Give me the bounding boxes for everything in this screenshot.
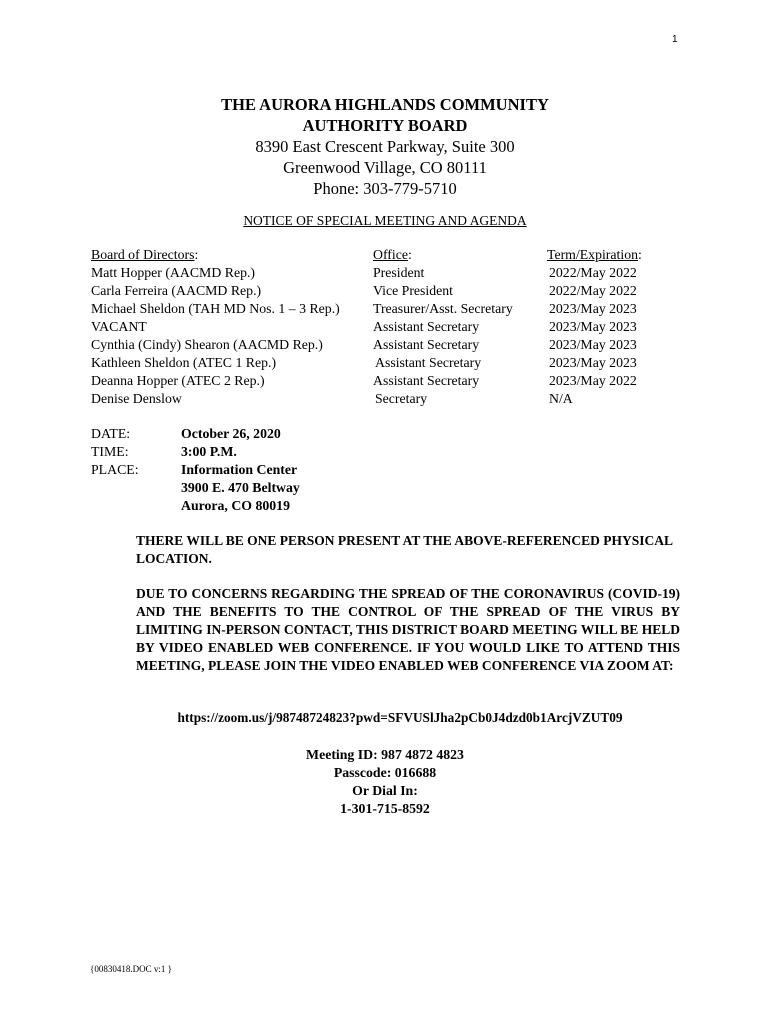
dial-in-phone: 1-301-715-8592: [340, 801, 430, 816]
meeting-id: Meeting ID: 987 4872 4823: [306, 747, 464, 762]
director-name: Michael Sheldon (TAH MD Nos. 1 – 3 Rep.): [91, 301, 340, 316]
director-office: Treasurer/Asst. Secretary: [373, 301, 513, 316]
date-label: DATE:: [91, 426, 131, 441]
director-office: Assistant Secretary: [373, 337, 480, 352]
page-number: 1: [672, 34, 678, 45]
director-office: Assistant Secretary: [373, 319, 480, 334]
director-name: Kathleen Sheldon (ATEC 1 Rep.): [91, 355, 277, 370]
board-header-office: Office:: [373, 247, 412, 262]
dial-in-info: [0, 746, 770, 818]
meeting-place-line3: Aurora, CO 80019: [181, 498, 290, 513]
director-term: 2022/May 2022: [549, 265, 637, 280]
board-row: [91, 372, 671, 390]
board-row: [91, 300, 671, 318]
address-line1: 8390 East Crescent Parkway, Suite 300: [255, 137, 515, 156]
director-term: 2023/May 2022: [549, 373, 637, 388]
notice-title: NOTICE OF SPECIAL MEETING AND AGENDA: [243, 213, 527, 228]
board-of-directors-table: [91, 246, 671, 408]
director-office: Vice President: [373, 283, 454, 298]
director-term: 2023/May 2023: [549, 319, 637, 334]
presence-notice: THERE WILL BE ONE PERSON PRESENT AT THE ABOVE-REFERENCED PHYSICAL LOCATION.: [136, 533, 673, 566]
director-term: N/A: [549, 391, 573, 406]
board-row: [91, 318, 671, 336]
director-term: 2023/May 2023: [549, 337, 637, 352]
director-name: VACANT: [91, 319, 147, 334]
board-row: [91, 282, 671, 300]
passcode: Passcode: 016688: [333, 765, 437, 780]
director-name: Carla Ferreira (AACMD Rep.): [91, 283, 262, 298]
director-name: Denise Denslow: [91, 391, 182, 406]
director-name: Deanna Hopper (ATEC 2 Rep.): [91, 373, 265, 388]
meeting-date: October 26, 2020: [181, 426, 281, 441]
board-row: [91, 336, 671, 354]
org-name-line2: AUTHORITY BOARD: [302, 116, 468, 135]
board-row: [91, 264, 671, 282]
director-name: Matt Hopper (AACMD Rep.): [91, 265, 256, 280]
meeting-place-line2: 3900 E. 470 Beltway: [181, 480, 300, 495]
meeting-place-line1: Information Center: [181, 462, 298, 477]
address-line2: Greenwood Village, CO 80111: [283, 158, 487, 177]
director-office: President: [373, 265, 425, 280]
meeting-time: 3:00 P.M.: [181, 444, 237, 459]
document-header: [0, 94, 770, 199]
time-label: TIME:: [91, 444, 129, 459]
director-name: Cynthia (Cindy) Shearon (AACMD Rep.): [91, 337, 323, 352]
document-footer: {00830418.DOC v:1 }: [90, 964, 172, 974]
director-office: Assistant Secretary: [373, 373, 480, 388]
director-office: Assistant Secretary: [375, 355, 482, 370]
board-header-name: Board of Directors:: [91, 247, 199, 262]
zoom-link[interactable]: https://zoom.us/j/98748724823?pwd=SFVUSlJha2pCb0J4dzd0b1ArcjVZUT09: [177, 710, 623, 725]
director-term: 2023/May 2023: [549, 301, 637, 316]
covid-notice: DUE TO CONCERNS REGARDING THE SPREAD OF THE CORONAVIRUS (COVID-19) AND THE BENEFITS TO THE CONTROL OF THE SPREAD OF THE VIRUS BY LIMITING IN-PERSON CONTACT, THIS DISTRICT BOARD MEETING WILL BE HELD BY VIDEO ENABLED WEB CONFERENCE. IF YOU WOULD LIKE TO ATTEND THIS MEETING, PLEASE JOIN THE VIDEO ENABLED WEB CONFERENCE VIA ZOOM AT:: [136, 586, 680, 673]
board-row: [91, 390, 671, 408]
director-term: 2023/May 2023: [549, 355, 637, 370]
org-name-line1: THE AURORA HIGHLANDS COMMUNITY: [221, 95, 549, 114]
place-label: PLACE:: [91, 462, 139, 477]
board-header-term: Term/Expiration:: [547, 247, 642, 262]
board-header-row: [91, 246, 671, 264]
phone-number: Phone: 303-779-5710: [313, 179, 457, 198]
board-row: [91, 354, 671, 372]
dial-in-label: Or Dial In:: [352, 783, 418, 798]
director-term: 2022/May 2022: [549, 283, 637, 298]
director-office: Secretary: [375, 391, 428, 406]
